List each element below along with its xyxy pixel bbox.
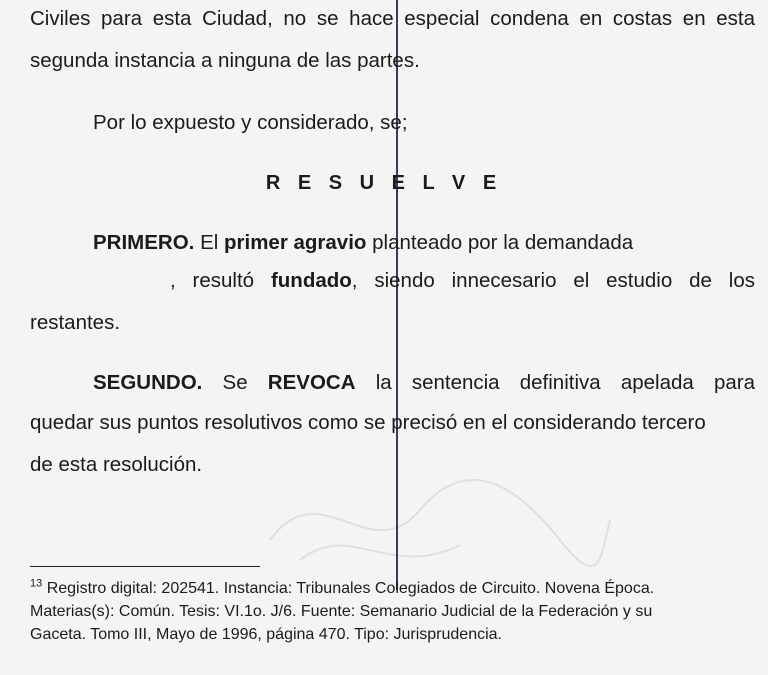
segundo-text-1: Se (202, 371, 268, 394)
resolutive-heading: R E S U E L V E (265, 172, 503, 194)
footnote-number: 13 (30, 577, 43, 590)
primero-text-4: , siendo innecesario el estudio de los (351, 269, 755, 292)
footnote-line-2: Materias(s): Común. Tesis: VI.1o. J/6. Fuente: Semanario Judicial de la Federación y su (30, 603, 653, 620)
footnote-text-1: Registro digital: 202541. Instancia: Tribunales Colegiados de Circuito. Novena Época. (42, 580, 655, 597)
segundo-bold-1: REVOCA (267, 371, 356, 394)
primero-bold-2: fundado (270, 269, 352, 292)
paragraph-line-2: segunda instancia a ninguna de las partes. (30, 49, 420, 72)
primero-line-3: restantes. (30, 311, 121, 334)
footnote-separator (30, 566, 260, 567)
primero-line-2 (170, 268, 755, 294)
footnote-line-3: Gaceta. Tomo III, Mayo de 1996, página 470. Tipo: Jurisprudencia. (30, 626, 502, 643)
segundo-label: SEGUNDO. (93, 371, 203, 394)
segundo-text-2: la sentencia definitiva apelada para (355, 371, 756, 394)
segundo-line-1 (93, 370, 755, 396)
paragraph-line-1: Civiles para esta Ciudad, no se hace especial condena en costas en esta (30, 7, 755, 30)
primero-label: PRIMERO. (93, 231, 195, 254)
primero-bold-1: primer agravio (224, 231, 367, 254)
segundo-line-2: quedar sus puntos resolutivos como se precisó en el considerando tercero (30, 411, 706, 434)
footnote-line-1 (30, 578, 757, 600)
primero-text-3: , resultó (170, 269, 271, 292)
segundo-line-3: de esta resolución. (30, 453, 203, 476)
primero-text-1: El (194, 231, 224, 254)
primero-text-2: planteado por la demandada (366, 231, 634, 254)
primero-line-1 (93, 230, 753, 256)
paragraph-line-3: Por lo expuesto y considerado, se; (93, 111, 408, 134)
